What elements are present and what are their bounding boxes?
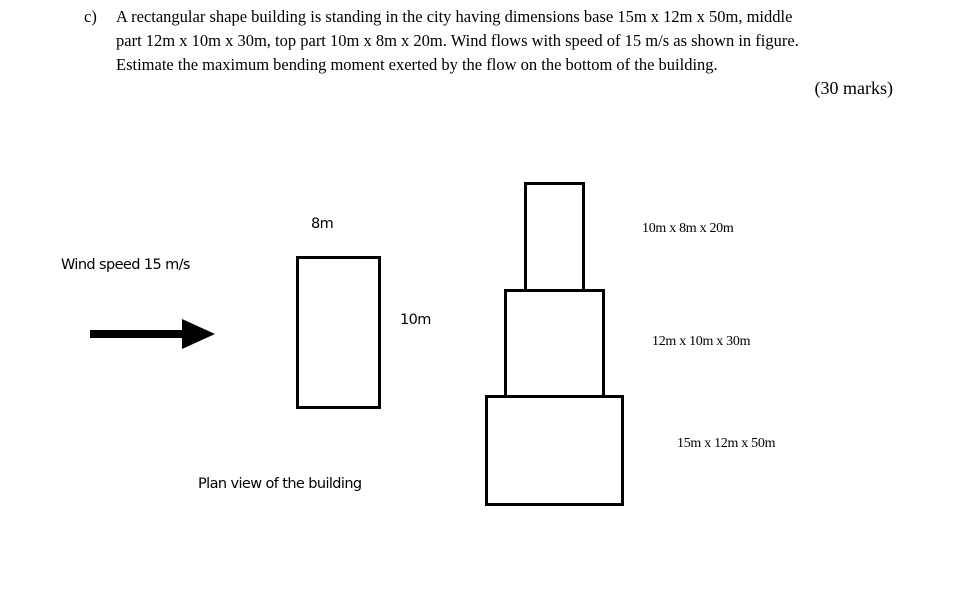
question-label: c) bbox=[84, 7, 97, 26]
marks-label: (30 marks) bbox=[814, 78, 893, 98]
question-line-2: part 12m x 10m x 30m, top part 10m x 8m x 20m. Wind flows with speed of 15 m/s as shown in figure. bbox=[116, 31, 799, 50]
question-line-3: Estimate the maximum bending moment exerted by the flow on the bottom of the building. bbox=[116, 55, 718, 74]
plan-width-label: 8m bbox=[311, 216, 334, 232]
question-text bbox=[116, 5, 884, 77]
question-line-1: A rectangular shape building is standing in the city having dimensions base 15m x 12m x 50m, middle bbox=[116, 7, 793, 26]
building-middle-part bbox=[504, 289, 605, 399]
wind-speed-label: Wind speed 15 m/s bbox=[61, 257, 190, 273]
wind-arrow-icon bbox=[88, 316, 218, 352]
middle-part-dimension-label: 12m x 10m x 30m bbox=[652, 334, 751, 349]
plan-depth-label: 10m bbox=[400, 312, 431, 328]
base-part-dimension-label: 15m x 12m x 50m bbox=[677, 436, 776, 451]
building-top-part bbox=[524, 182, 585, 292]
plan-view-caption: Plan view of the building bbox=[198, 476, 362, 492]
plan-view-rectangle bbox=[296, 256, 381, 409]
building-base-part bbox=[485, 395, 624, 506]
top-part-dimension-label: 10m x 8m x 20m bbox=[642, 221, 734, 236]
question-block bbox=[84, 5, 884, 77]
